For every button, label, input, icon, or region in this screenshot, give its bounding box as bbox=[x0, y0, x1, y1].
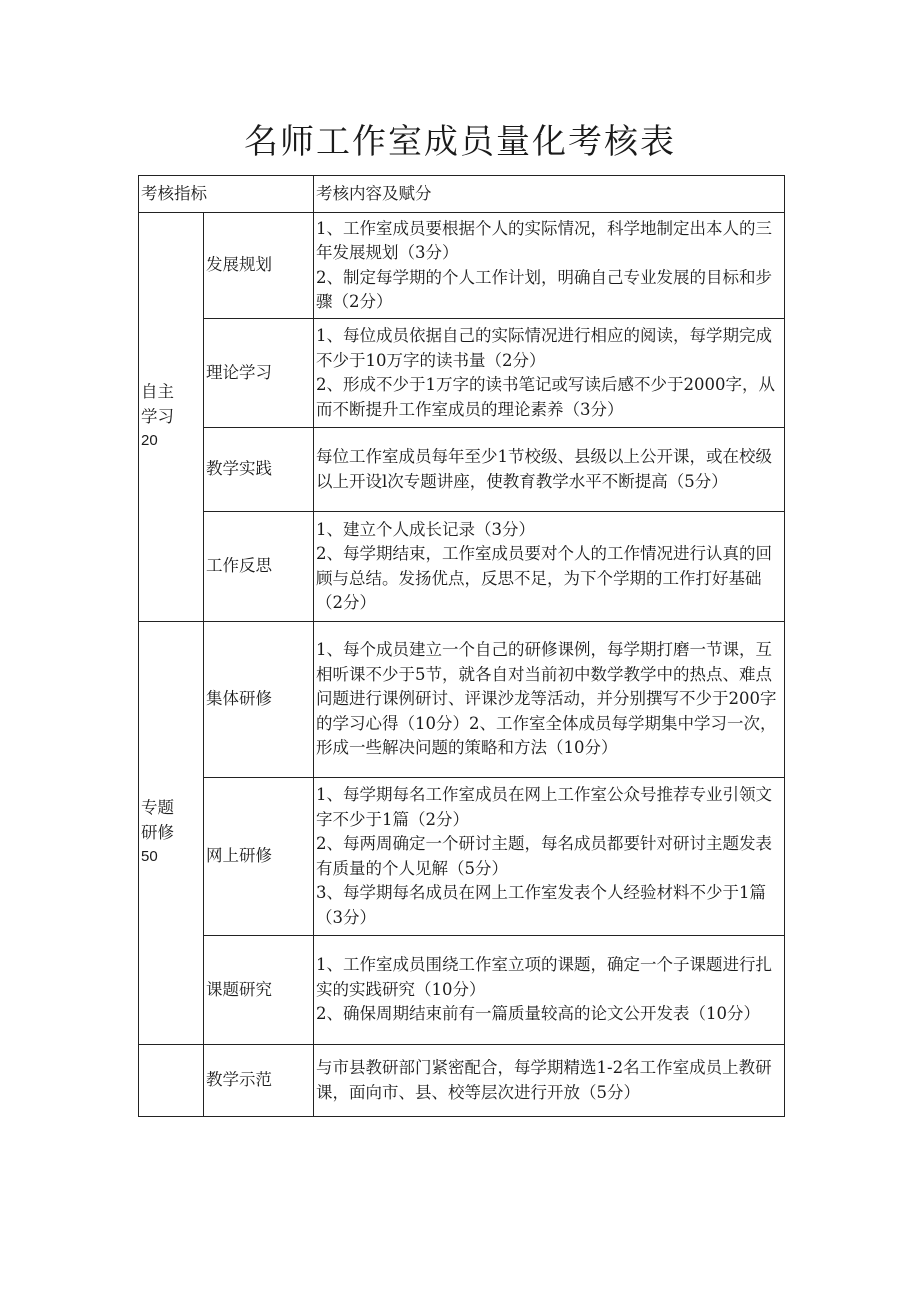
content-line: 2、确保周期结束前有一篇质量较高的论文公开发表（10分） bbox=[316, 1004, 760, 1024]
table-row bbox=[139, 1045, 785, 1117]
item-content bbox=[314, 622, 785, 778]
table-row bbox=[139, 213, 785, 319]
item-content bbox=[314, 1045, 785, 1117]
item-content bbox=[314, 319, 785, 428]
category-cell-empty bbox=[139, 1045, 204, 1117]
table-row bbox=[139, 319, 785, 428]
category-score: 20 bbox=[141, 432, 158, 450]
content-line: 1、工作室成员围绕工作室立项的课题，确定一个子课题进行扎实的实践研究（10分） bbox=[316, 955, 772, 999]
content-line: 1、每个成员建立一个自己的研修课例，每学期打磨一节课，互相听课不少于5节，就各自对当前初中数学教学中的热点、难点问题进行课例研讨、评课沙龙等活动，并分别撰写不少于200字的学习心得（10分）2、工作室全体成员每学期集中学习一次，形成一些解决问题的策略和方法（10分） bbox=[316, 640, 777, 758]
item-name: 教学实践 bbox=[204, 428, 314, 512]
header-indicator: 考核指标 bbox=[139, 176, 314, 213]
content-line: 1、建立个人成长记录（3分） bbox=[316, 519, 535, 539]
category-name-line: 研修 bbox=[141, 822, 174, 842]
content-line: 2、形成不少于1万字的读书笔记或写读后感不少于2000字，从而不断提升工作室成员的理论素养（3分） bbox=[316, 375, 775, 419]
category-cell-self-study bbox=[139, 213, 204, 622]
content-line: 1、工作室成员要根据个人的实际情况，科学地制定出本人的三年发展规划（3分） bbox=[316, 218, 772, 262]
item-content bbox=[314, 512, 785, 622]
item-name: 集体研修 bbox=[204, 622, 314, 778]
item-name: 发展规划 bbox=[204, 213, 314, 319]
item-content bbox=[314, 213, 785, 319]
item-content bbox=[314, 428, 785, 512]
item-content bbox=[314, 936, 785, 1045]
table-row bbox=[139, 622, 785, 778]
category-score: 50 bbox=[141, 848, 158, 866]
table-row bbox=[139, 778, 785, 936]
table-row bbox=[139, 428, 785, 512]
content-line: 2、每学期结束，工作室成员要对个人的工作情况进行认真的回顾与总结。发扬优点，反思不足，为下个学期的工作打好基础（2分） bbox=[316, 544, 772, 612]
item-content bbox=[314, 778, 785, 936]
item-name: 教学示范 bbox=[204, 1045, 314, 1117]
table-row bbox=[139, 936, 785, 1045]
category-name-line: 自主 bbox=[141, 382, 174, 402]
header-content: 考核内容及赋分 bbox=[314, 176, 785, 213]
category-name-line: 专题 bbox=[141, 798, 174, 818]
document-title: 名师工作室成员量化考核表 bbox=[244, 122, 676, 162]
assessment-table bbox=[138, 175, 785, 1117]
content-line: 2、每两周确定一个研讨主题，每名成员都要针对研讨主题发表有质量的个人见解（5分） bbox=[316, 834, 772, 878]
header-row bbox=[139, 176, 785, 213]
item-name: 理论学习 bbox=[204, 319, 314, 428]
content-line: 1、每位成员依据自己的实际情况进行相应的阅读，每学期完成不少于10万字的读书量（2分） bbox=[316, 326, 772, 370]
category-name-line: 学习 bbox=[141, 406, 174, 426]
item-name: 网上研修 bbox=[204, 778, 314, 936]
content-line: 2、制定每学期的个人工作计划，明确自己专业发展的目标和步骤（2分） bbox=[316, 267, 772, 311]
content-line: 3、每学期每名成员在网上工作室发表个人经验材料不少于1篇（3分） bbox=[316, 883, 766, 927]
item-name: 工作反思 bbox=[204, 512, 314, 622]
item-name: 课题研究 bbox=[204, 936, 314, 1045]
table-row bbox=[139, 512, 785, 622]
category-cell-topic-study bbox=[139, 622, 204, 1045]
content-line: 与市县教研部门紧密配合，每学期精选1-2名工作室成员上教研课，面向市、县、校等层次进行开放（5分） bbox=[316, 1058, 772, 1102]
content-line: 每位工作室成员每年至少1节校级、县级以上公开课，或在校级以上开设l次专题讲座，使教育教学水平不断提高（5分） bbox=[316, 447, 772, 491]
content-line: 1、每学期每名工作室成员在网上工作室公众号推荐专业引领文字不少于1篇（2分） bbox=[316, 785, 772, 829]
